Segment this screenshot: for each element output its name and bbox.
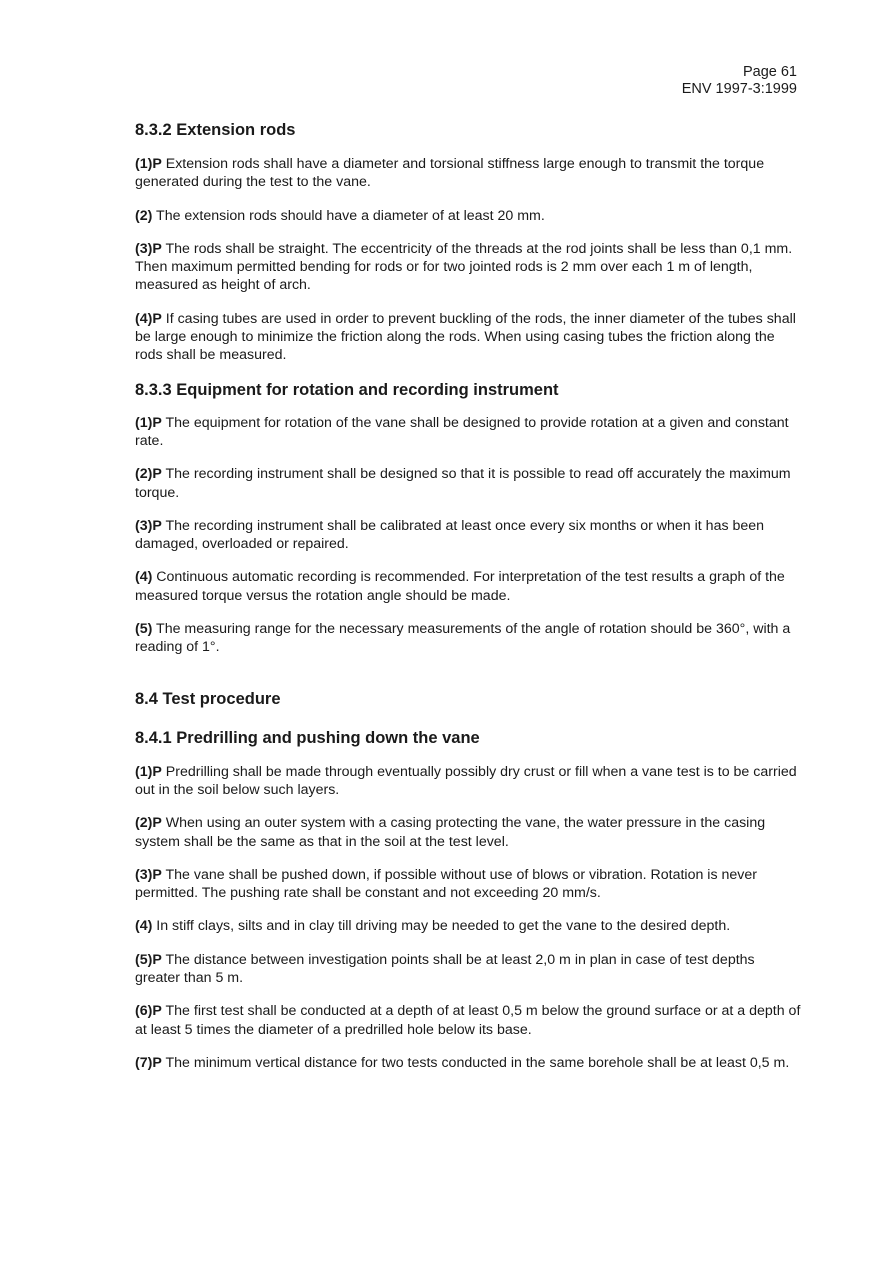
clause-text: The recording instrument shall be designed so that it is possible to read off accurately the maximum torque. [135, 466, 791, 501]
clause-number: (5)P [135, 951, 162, 968]
clause-text: When using an outer system with a casing protecting the vane, the water pressure in the casing system shall be the same as that in the soil at the test level. [135, 815, 766, 850]
clause-number: (3)P [135, 866, 162, 883]
clause-paragraph [135, 763, 803, 800]
clause-number: (7)P [135, 1054, 162, 1071]
section-heading: 8.4 Test procedure [135, 689, 281, 708]
page-number: Page 61 [742, 64, 797, 80]
clause-text: In stiff clays, silts and in clay till driving may be needed to get the vane to the desired depth. [152, 918, 731, 935]
clause-paragraph [135, 465, 803, 502]
clause-text: Predrilling shall be made through eventually possibly dry crust or fill when a vane test is to be carried out in the soil below such layers. [135, 763, 797, 798]
clause-paragraph [135, 414, 803, 451]
clause-number: (3)P [135, 240, 162, 257]
clause-number: (3)P [135, 517, 162, 534]
clause-number: (2) [135, 207, 153, 224]
document-code: ENV 1997-3:1999 [681, 81, 797, 97]
clause-paragraph [135, 568, 803, 605]
clause-text: The first test shall be conducted at a depth of at least 0,5 m below the ground surface or at a depth of at least 5 times the diameter of a predrilled hole below its base. [135, 1003, 801, 1038]
clause-text: The rods shall be straight. The eccentricity of the threads at the rod joints shall be less than 0,1 mm. Then maximum permitted bending for rods or for two jointed rods is 2 mm over each 1 m of length, measured as height of arch. [135, 240, 793, 294]
clause-number: (5) [135, 621, 153, 638]
clause-number: (4)P [135, 310, 162, 327]
clause-text: If casing tubes are used in order to prevent buckling of the rods, the inner diameter of the tubes shall be large enough to minimize the friction along the rods. When using casing tubes the friction along the rods shall be measured. [135, 310, 796, 364]
clause-paragraph [135, 917, 803, 935]
clause-text: Extension rods shall have a diameter and torsional stiffness large enough to transmit the torque generated during the test to the vane. [135, 156, 765, 191]
clause-text: The equipment for rotation of the vane shall be designed to provide rotation at a given and constant rate. [135, 414, 789, 449]
clause-paragraph [135, 207, 803, 225]
clause-text: The measuring range for the necessary measurements of the angle of rotation should be 360°, with a reading of 1°. [135, 621, 791, 656]
clause-text: The vane shall be pushed down, if possible without use of blows or vibration. Rotation is never permitted. The pushing rate shall be constant and not exceeding 20 mm/s. [135, 866, 757, 902]
page-header [682, 64, 797, 98]
clause-paragraph [135, 951, 803, 988]
clause-paragraph [135, 155, 803, 192]
clause-number: (1)P [135, 763, 162, 780]
clause-text: The recording instrument shall be calibrated at least once every six months or when it has been damaged, overloaded or repaired. [135, 517, 765, 553]
clause-paragraph [135, 620, 803, 657]
page-content [135, 120, 803, 1072]
clause-text: The minimum vertical distance for two tests conducted in the same borehole shall be at least 0,5 m. [161, 1054, 790, 1071]
clause-paragraph [135, 866, 803, 903]
clause-number: (4) [135, 918, 153, 935]
clause-paragraph [135, 814, 803, 851]
section-heading: 8.4.1 Predrilling and pushing down the vane [135, 728, 480, 747]
clause-paragraph [135, 310, 803, 365]
clause-text: The extension rods should have a diameter of at least 20 mm. [152, 207, 545, 224]
clause-number: (2)P [135, 466, 162, 483]
clause-number: (1)P [135, 156, 162, 172]
section-heading: 8.3.3 Equipment for rotation and recording instrument [135, 380, 559, 399]
clause-paragraph [135, 240, 803, 295]
clause-paragraph [135, 1054, 803, 1072]
clause-paragraph [135, 517, 803, 554]
clause-number: (6)P [135, 1003, 162, 1020]
section-heading: 8.3.2 Extension rods [135, 121, 296, 139]
clause-text: The distance between investigation points shall be at least 2,0 m in plan in case of test depths greater than 5 m. [135, 951, 755, 987]
clause-number: (1)P [135, 414, 162, 431]
clause-number: (4) [135, 569, 153, 586]
clause-paragraph [135, 1002, 803, 1039]
clause-text: Continuous automatic recording is recommended. For interpretation of the test results a graph of the measured torque versus the rotation angle should be made. [135, 569, 785, 604]
clause-number: (2)P [135, 815, 162, 832]
